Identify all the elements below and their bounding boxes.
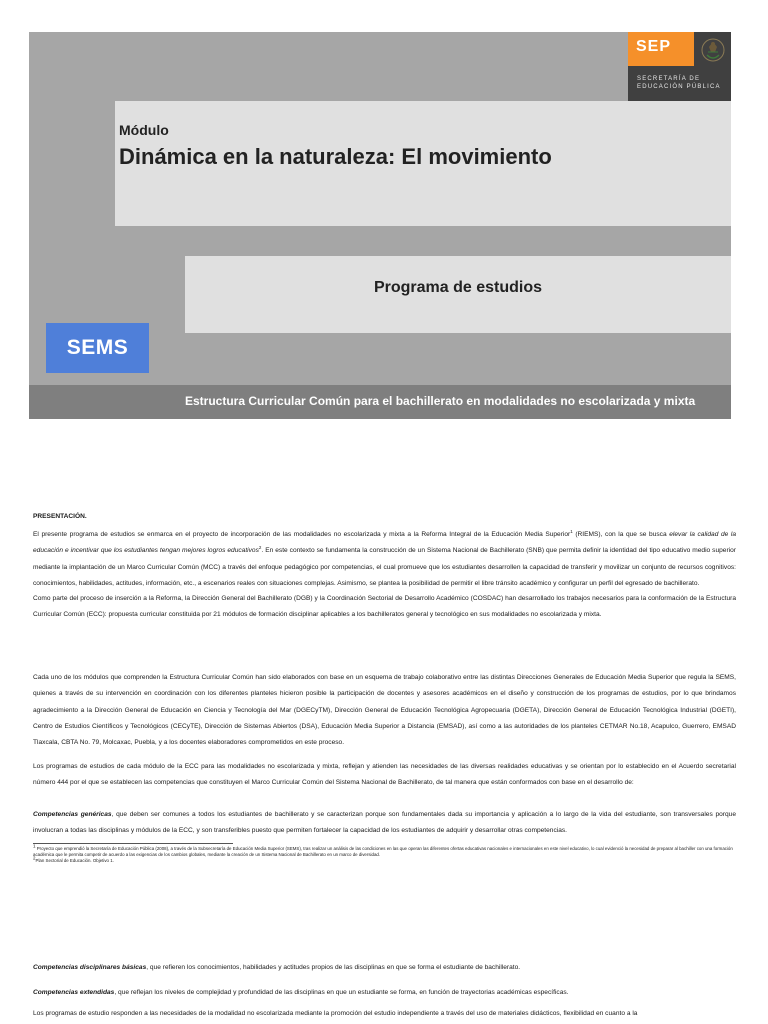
structure-caption: Estructura Curricular Común para el bachillerato en modalidades no escolarizada y mixta	[185, 394, 696, 408]
paragraph-6	[33, 960, 736, 976]
paragraph-8	[33, 1006, 736, 1022]
section-heading: PRESENTACIÓN.	[33, 513, 87, 520]
p4-text: Los programas de estudios de cada módulo de la ECC para las modalidades no escolarizada y mixta, reflejan y atienden las necesidades de las diversas realidades educativas y se orientan por lo establecido en el Acuerdo secretarial número 444 por el que se establecen las competencias que constituyen el Marco Curricular Común del Sistema Nacional de Bachillerato, de tal manera que están conformados con base en el desarrollo de:	[33, 763, 736, 787]
secretaria-line-2: EDUCACIÓN PÚBLICA	[637, 84, 721, 90]
footnote-ref-2: 2	[258, 545, 262, 551]
mexican-coat-of-arms-icon	[700, 35, 726, 63]
p1-text-a: El presente programa de estudios se enmarca en el proyecto de incorporación de las modalidades no escolarizada y mixta a la Reforma Integral de la Educación Media Superior	[33, 531, 571, 538]
footnote-ref-1: 1	[570, 528, 573, 534]
paragraph-2	[33, 591, 736, 624]
p2-text: Como parte del proceso de inserción a la Reforma, la Dirección General del Bachillerato (DGB) y la Coordinación Sectorial de Desarrollo Académico (COSDAC) han desarrollado los trabajos necesarios para la conformación de la Estructura Curricular Común (ECC): propuesta curricular constituida por 21 módulos de formación disciplinar aplicables a los bachilleratos general y tecnológico en sus modalidades no escolarizada y mixta.	[33, 595, 736, 619]
p1-text-b: (RIEMS), con la que se busca	[572, 531, 670, 538]
paragraph-7	[33, 985, 736, 1001]
p6-term: Competencias disciplinares básicas	[33, 964, 147, 971]
footnote-1	[33, 843, 736, 858]
footnote-2-text: Plan Sectorial de Educación. Objetivo 1.	[35, 858, 114, 864]
sep-logo-text: SEP	[636, 38, 672, 55]
p3-text: Cada uno de los módulos que comprenden la Estructura Curricular Común han sido elaborados con base en un esquema de trabajo colaborativo entre las distintas Direcciones Generales de Educación Media Superior que regula la SEMS, quienes a través de su intervención en coordinación con los diferentes planteles hicieron posible la participación de docentes y asesores académicos en el diseño y construcción de los programas de estudios, por lo que brindamos agradecimiento a la Dirección General de Educación en Ciencia y Tecnología del Mar (DGECyTM), Dirección General de Educación Tecnológica Agropecuaria (DGETA), Dirección General de Educación Tecnológica Industrial (DGETI), Centro de Estudios Científicos y Tecnológicos (CECyTE), Dirección de Sistemas Abiertos (DSA), Educación Media Superior a Distancia (EMSAD), así como a las autoridades de los planteles CETMAR No.18, Acapulco, Guerrero, EMSAD Tlaxcala, CBTA No. 79, Molcaxac, Puebla, y a los docentes elaboradores comprometidos en este proceso.	[33, 674, 736, 747]
p6-text: , que refieren los conocimientos, habilidades y actitudes propios de las disciplinas en que se forma el estudiante de bachillerato.	[146, 964, 521, 971]
p5-term: Competencias genéricas	[33, 811, 112, 818]
program-title: Programa de estudios	[373, 279, 543, 296]
module-title: Dinámica en la naturaleza: El movimiento	[119, 144, 552, 169]
footnote-1-text: Proyecto que emprendió la Secretaría de Educación Pública (2008), a través de la Subsecretaría de Educación Media Superior (SEMS), tras realizar un análisis de las condiciones en las que operan las diferentes ofertas educativas nacionales e internacionales en este nivel educativo, lo cual evidenció la necesidad de preparar al bachiller con una formación académica que le permita competir de acuerdo a las exigencias de los cambios globales, mediante la creación de un Sistema Nacional de Bachillerato en un marco de diversidad.	[33, 846, 733, 858]
footnotes	[33, 843, 736, 865]
p1-italic-quote: elevar la calidad de la educación e incentivar que los estudiantes tengan mejores logros educativos	[33, 531, 736, 555]
secretaria-line-1: SECRETARÍA DE	[637, 76, 701, 82]
p5-text: , que deben ser comunes a todos los estudiantes de bachillerato y se caracterizan porque son fundamentales dada su importancia y aplicación a lo largo de la vida del estudiante, son transversales porque involucran a todas las disciplinas y módulos de la ECC, y son transferibles puesto que permiten fortalecer la capacidad de los estudiantes de adquirir y desarrollar otras competencias.	[33, 811, 736, 835]
p8-text: Los programas de estudio responden a las necesidades de la modalidad no escolarizada mediante la promoción del estudio independiente a través del uso de materiales didácticos, flexibilidad en cuanto a la	[33, 1010, 638, 1017]
secretaria-caption	[637, 75, 721, 91]
paragraph-4	[33, 759, 736, 792]
footnote-2-mark: 2	[33, 855, 36, 861]
p7-text: , que reflejan los niveles de complejidad y profundidad de las disciplinas en que un estudiante se forma, en función de trayectorias académicas específicas.	[114, 989, 569, 996]
footnote-2	[33, 855, 736, 864]
paragraph-5	[33, 807, 736, 840]
p1-text-c: . En este contexto se fundamenta la construcción de un Sistema Nacional de Bachillerato (SNB) que permita definir la identidad del tipo educativo medio superior mediante la implantación de un Marco Curricular Común (MCC) a través del enfoque pedagógico por competencias, el cual promueve que los estudiantes desarrollen la capacidad de transferir y movilizar un conjunto de recursos cognitivos: conocimientos, habilidades, actitudes, información, etc., a escenarios reales con situaciones complejas. Asimismo, se plantea la posibilidad de permitir el libre tránsito académico y configurar un perfil del egresado de bachillerato.	[33, 547, 736, 587]
paragraph-1	[33, 527, 736, 592]
paragraph-3	[33, 670, 736, 751]
p7-term: Competencias extendidas	[33, 989, 115, 996]
footnote-divider	[33, 843, 233, 844]
footnote-1-mark: 1	[33, 843, 36, 849]
sems-logo: SEMS	[46, 323, 149, 373]
modulo-label: Módulo	[119, 122, 169, 138]
